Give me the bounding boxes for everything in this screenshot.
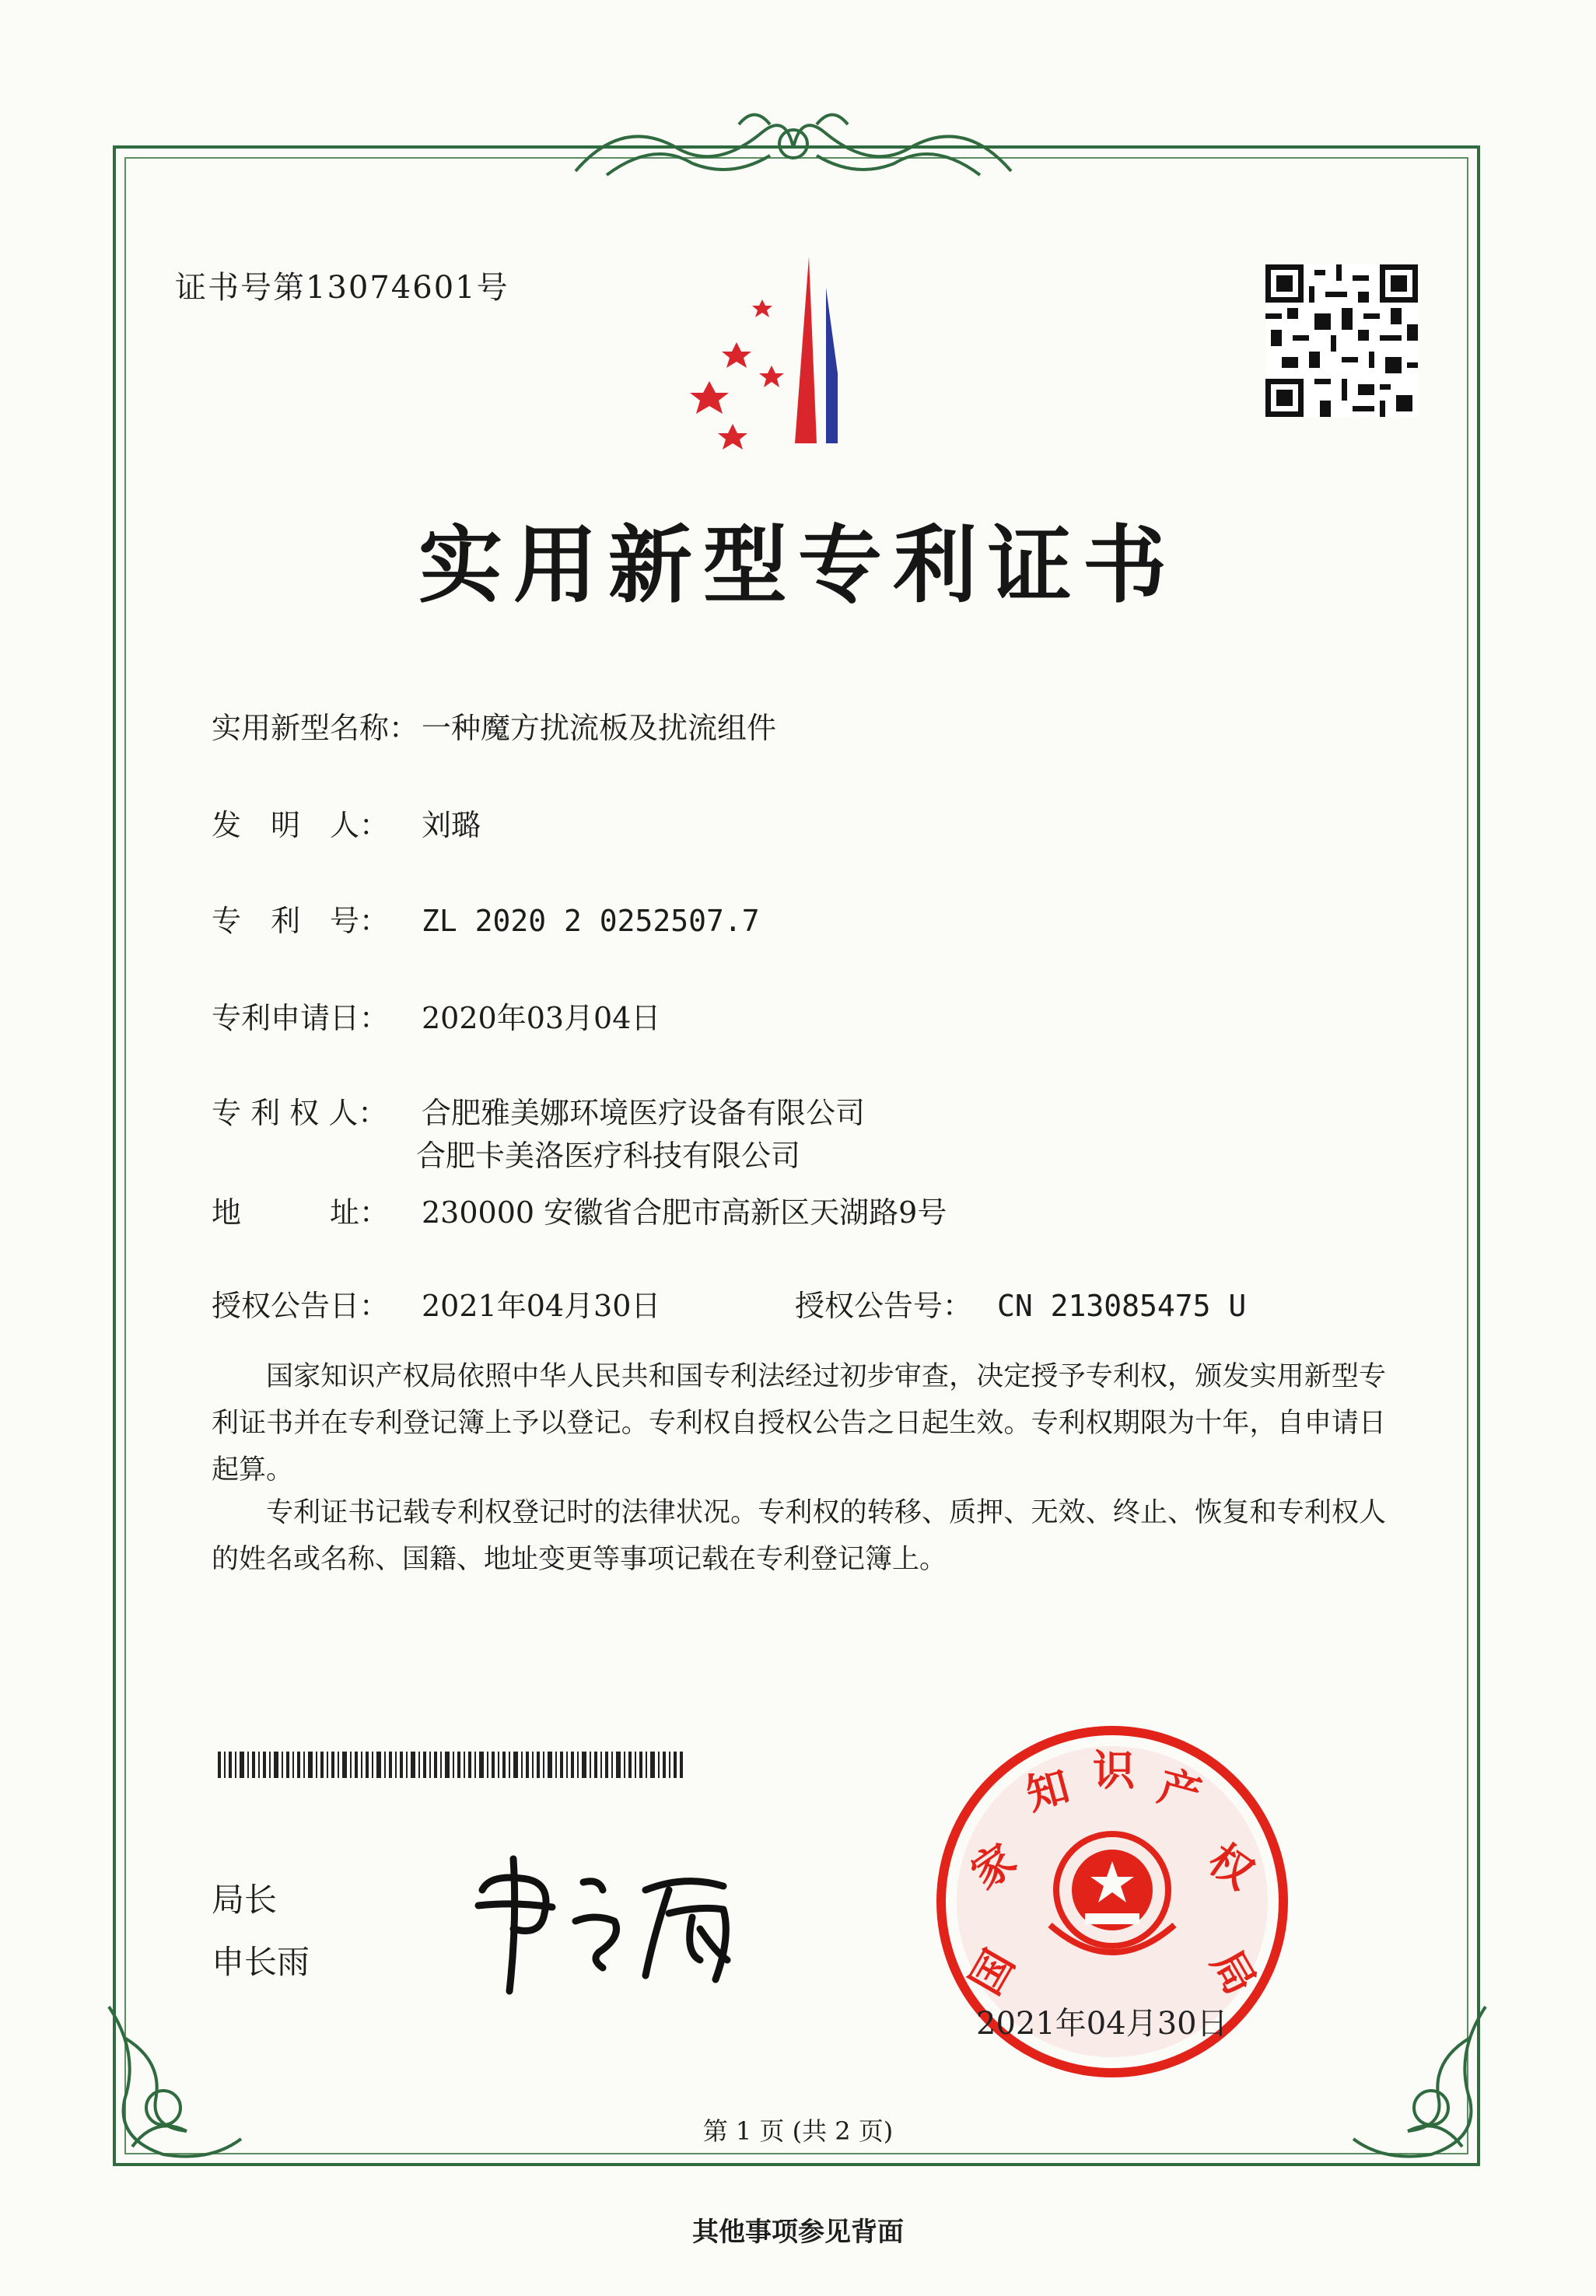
field-patentee-second: 合肥卡美洛医疗科技有限公司 xyxy=(416,1139,801,1173)
seal-date: 2021年04月30日 xyxy=(976,2006,1228,2042)
certificate-number: 证书号第13074601号 xyxy=(175,270,509,306)
field-address xyxy=(212,1188,947,1231)
field-label: 实用新型名称： xyxy=(212,711,419,745)
svg-text:家: 家 xyxy=(962,1834,1025,1899)
statement-paragraph-2: 专利证书记载专利权登记时的法律状况。专利权的转移、质押、无效、终止、恢复和专利权人的姓名或名称、国籍、地址变更等事项记载在专利登记簿上。 xyxy=(212,1497,1386,1575)
field-inventor xyxy=(212,801,481,844)
field-label: 专 利 权 人： xyxy=(212,1096,388,1130)
field-value: 2021年04月30日 xyxy=(422,1289,661,1323)
director-name: 申长雨 xyxy=(212,1943,310,1981)
page-indicator: 第 1 页 (共 2 页) xyxy=(702,2116,894,2146)
handwritten-signature xyxy=(467,1843,809,1999)
certificate-title: 实用新型专利证书 xyxy=(418,516,1178,614)
svg-text:国: 国 xyxy=(961,1941,1024,2003)
back-note: 其他事项参见背面 xyxy=(692,2217,904,2248)
field-value: 230000 安徽省合肥市高新区天湖路9号 xyxy=(422,1195,947,1230)
field-patentee xyxy=(212,1089,865,1132)
field-label: 授权公告日： xyxy=(212,1289,390,1323)
field-value: 合肥雅美娜环境医疗设备有限公司 xyxy=(422,1096,866,1130)
field-label: 地 址： xyxy=(212,1195,390,1230)
barcode xyxy=(218,1752,684,1778)
field-label: 专利申请日： xyxy=(212,1001,390,1035)
svg-text:局: 局 xyxy=(1202,1941,1265,2003)
svg-text:知: 知 xyxy=(1020,1761,1075,1820)
field-utility-model-name xyxy=(212,704,776,747)
svg-text:产: 产 xyxy=(1153,1761,1207,1820)
field-filing-date xyxy=(212,994,660,1037)
field-value: CN 213085475 U xyxy=(997,1289,1247,1323)
cnipa-logo xyxy=(678,257,919,451)
statement-paragraph-1: 国家知识产权局依照中华人民共和国专利法经过初步审查，决定授予专利权，颁发实用新型专利证书并在专利登记簿上予以登记。专利权自授权公告之日起生效。专利权期限为十年，自申请日起算。 xyxy=(212,1361,1386,1486)
field-grant-number xyxy=(795,1282,1246,1325)
svg-text:识: 识 xyxy=(1093,1746,1135,1795)
qr-code xyxy=(1265,264,1418,417)
field-label: 专 利 号： xyxy=(212,904,390,938)
bottom-right-ornament xyxy=(1338,1991,1501,2178)
field-value: 刘璐 xyxy=(422,808,481,842)
field-label: 授权公告号： xyxy=(795,1289,973,1323)
field-value: ZL 2020 2 0252507.7 xyxy=(422,904,760,938)
field-grant-date xyxy=(212,1282,660,1325)
director-title: 局长 xyxy=(212,1881,278,1919)
svg-text:权: 权 xyxy=(1199,1834,1262,1899)
field-patent-number xyxy=(212,897,760,940)
field-label: 发 明 人： xyxy=(212,808,390,842)
field-value: 一种魔方扰流板及扰流组件 xyxy=(422,711,777,745)
top-ornament xyxy=(560,101,1027,187)
bottom-left-ornament xyxy=(93,1991,257,2178)
field-value: 2020年03月04日 xyxy=(422,1001,661,1035)
